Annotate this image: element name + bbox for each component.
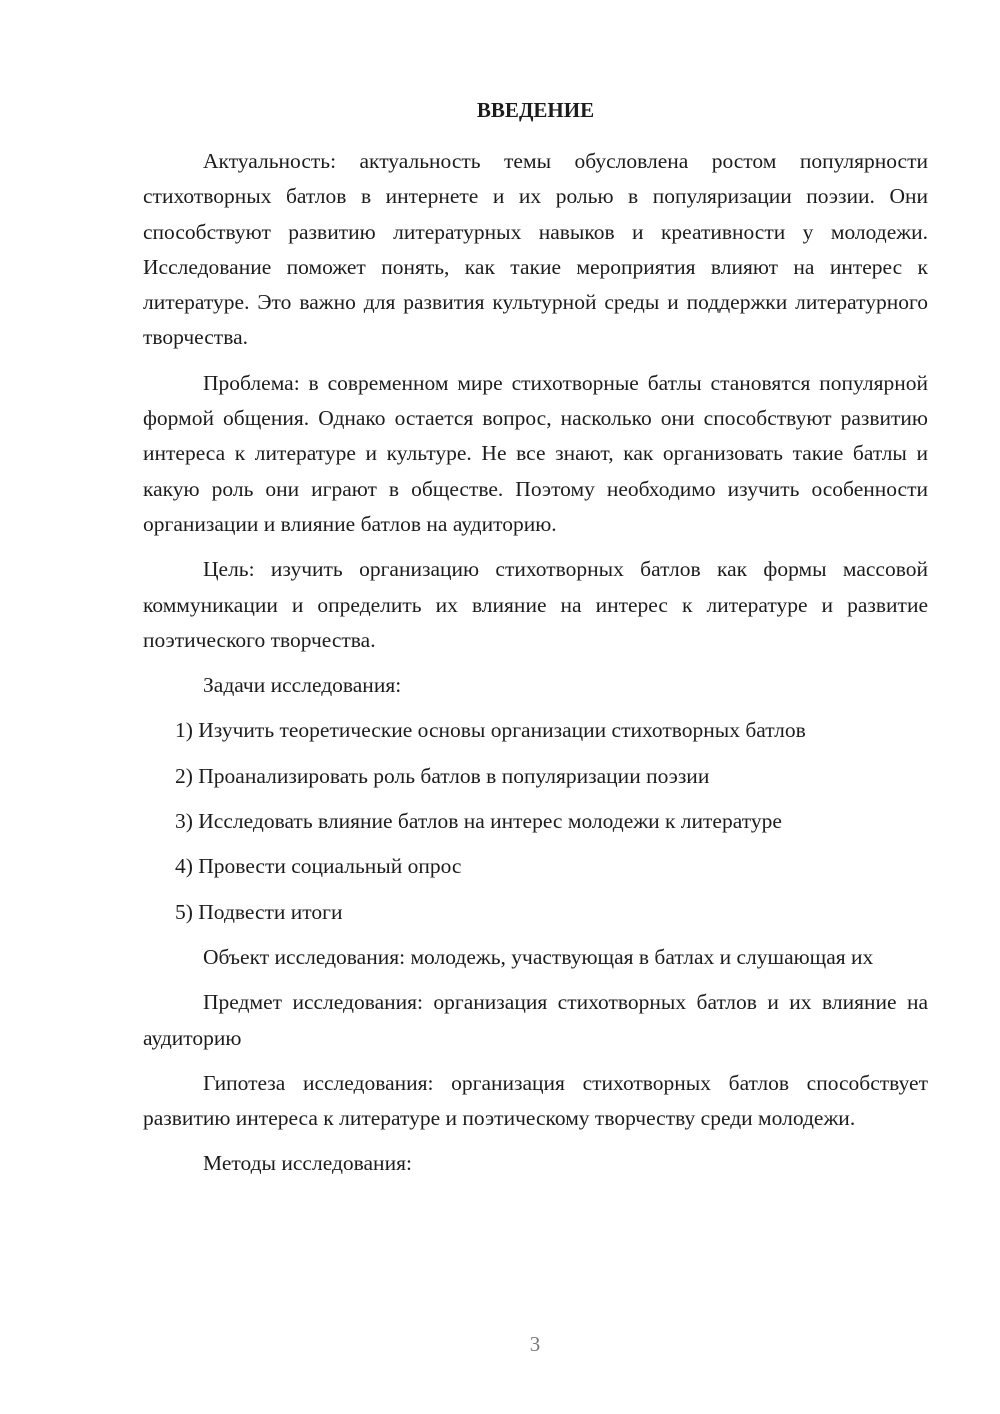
page-title: ВВЕДЕНИЕ	[476, 98, 595, 122]
methods-label: Методы исследования:	[203, 1151, 412, 1176]
goal-paragraph: Цель: изучить организацию стихотворных батлов как формы массовой коммуникации и определить их влияние на интерес к литературе и развитие поэтического творчества.	[143, 557, 928, 652]
document-page	[143, 95, 928, 1192]
tasks-list	[143, 713, 928, 929]
relevance-paragraph: Актуальность: актуальность темы обусловлена ростом популярности стихотворных батлов в интернете и их ролью в популяризации поэзии. Они способствуют развитию литературных навыков и креативности у молодежи. Исследование поможет понять, как такие мероприятия влияют на интерес к литературе. Это важно для развития культурной среды и поддержки литературного творчества.	[143, 149, 928, 350]
task-item: 4) Провести социальный опрос	[175, 854, 462, 879]
hypothesis-paragraph: Гипотеза исследования: организация стихотворных батлов способствует развитию интереса к литературе и поэтическому творчеству среди молодежи.	[143, 1070, 928, 1131]
task-item: 1) Изучить теоретические основы организации стихотворных батлов	[175, 718, 806, 743]
task-item: 5) Подвести итоги	[175, 899, 343, 924]
problem-paragraph: Проблема: в современном мире стихотворные батлы становятся популярной формой общения. Однако остается вопрос, насколько они способствуют развитию интереса к литературе и культуре. Не все знают, как организовать такие батлы и какую роль они играют в обществе. Поэтому необходимо изучить особенности организации и влияние батлов на аудиторию.	[143, 370, 928, 536]
object-paragraph: Объект исследования: молодежь, участвующая в батлах и слушающая их	[203, 944, 874, 969]
subject-paragraph: Предмет исследования: организация стихотворных батлов и их влияние на аудиторию	[143, 990, 928, 1050]
task-item: 3) Исследовать влияние батлов на интерес молодежи к литературе	[175, 809, 782, 834]
page-number: 3	[529, 1332, 541, 1356]
task-item: 2) Проанализировать роль батлов в популяризации поэзии	[175, 763, 710, 788]
tasks-label: Задачи исследования:	[203, 673, 402, 698]
